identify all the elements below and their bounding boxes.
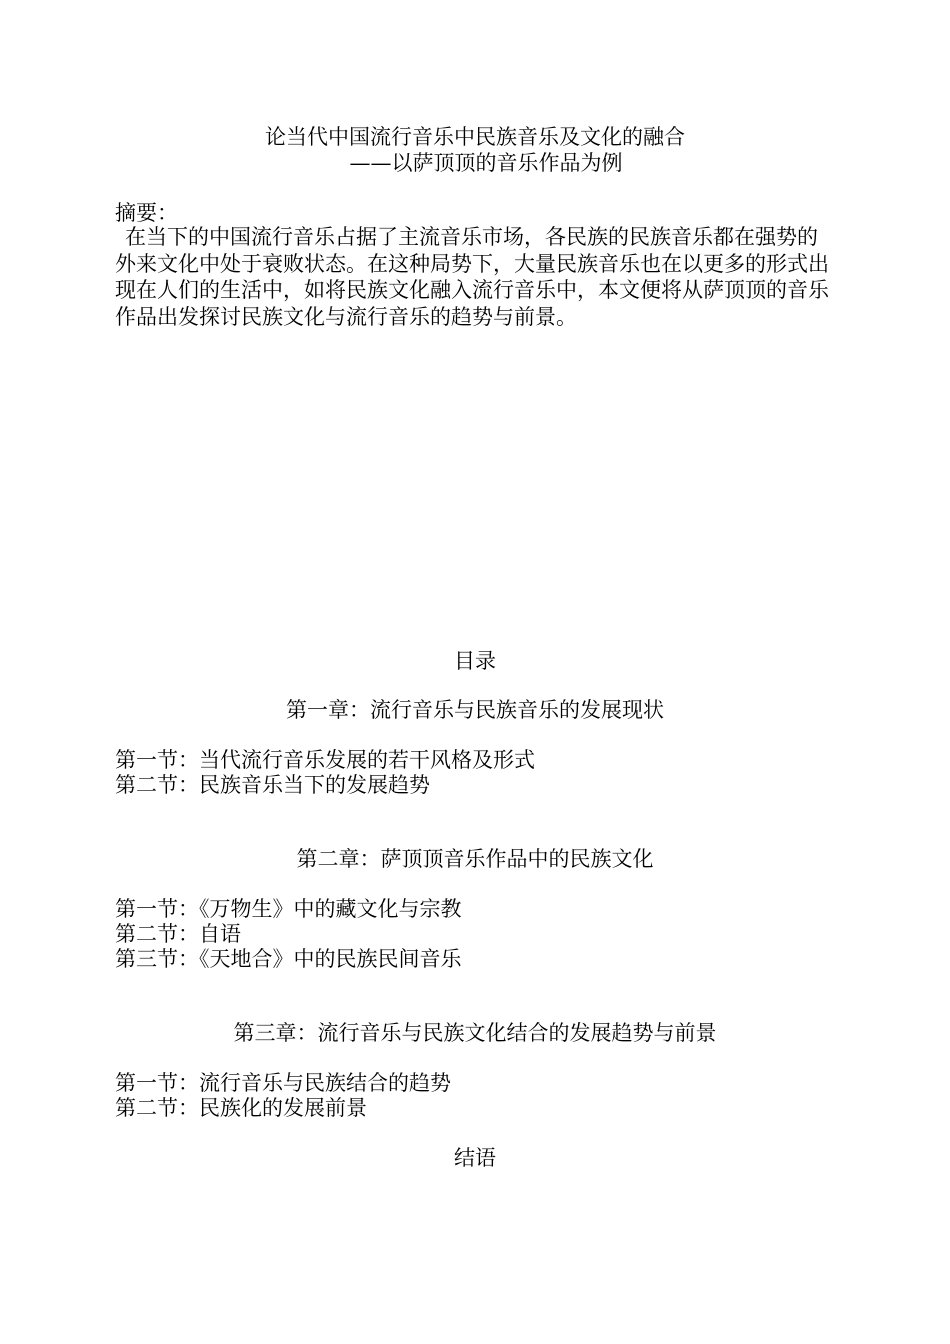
toc-chapter-1-section-1: 第一节：当代流行音乐发展的若干风格及形式 (115, 748, 535, 772)
toc-chapter-3-section-2: 第二节：民族化的发展前景 (115, 1096, 367, 1120)
toc-chapter-1-section-2: 第二节：民族音乐当下的发展趋势 (115, 773, 430, 797)
abstract-text-block (115, 224, 835, 330)
toc-chapter-2-section-2: 第二节：自语 (115, 922, 241, 946)
toc-chapter-2-section-3: 第三节：《天地合》中的民族民间音乐 (115, 947, 462, 971)
abstract-text: 在当下的中国流行音乐占据了主流音乐市场，各民族的民族音乐都在强势的外来文化中处于衰败状态。在这种局势下，大量民族音乐也在以更多的形式出现在人们的生活中，如将民族文化融入流行音乐中，本文便将从萨顶顶的音乐作品出发探讨民族文化与流行音乐的趋势与前景。 (115, 225, 829, 329)
abstract-label: 摘要： (115, 201, 178, 225)
toc-chapter-2-section-1: 第一节：《万物生》中的藏文化与宗教 (115, 897, 462, 921)
toc-chapter-3: 第三章：流行音乐与民族文化结合的发展趋势与前景 (233, 1021, 717, 1045)
toc-chapter-3-section-1: 第一节：流行音乐与民族结合的趋势 (115, 1071, 451, 1095)
paper-title: 论当代中国流行音乐中民族音乐及文化的融合 (265, 125, 685, 149)
toc-chapter-2: 第二章：萨顶顶音乐作品中的民族文化 (296, 847, 654, 871)
toc-chapter-1: 第一章：流行音乐与民族音乐的发展现状 (286, 698, 664, 722)
toc-heading: 目录 (454, 649, 496, 673)
paper-subtitle: ——以萨顶顶的音乐作品为例 (349, 151, 623, 175)
toc-conclusion: 结语 (454, 1146, 496, 1170)
